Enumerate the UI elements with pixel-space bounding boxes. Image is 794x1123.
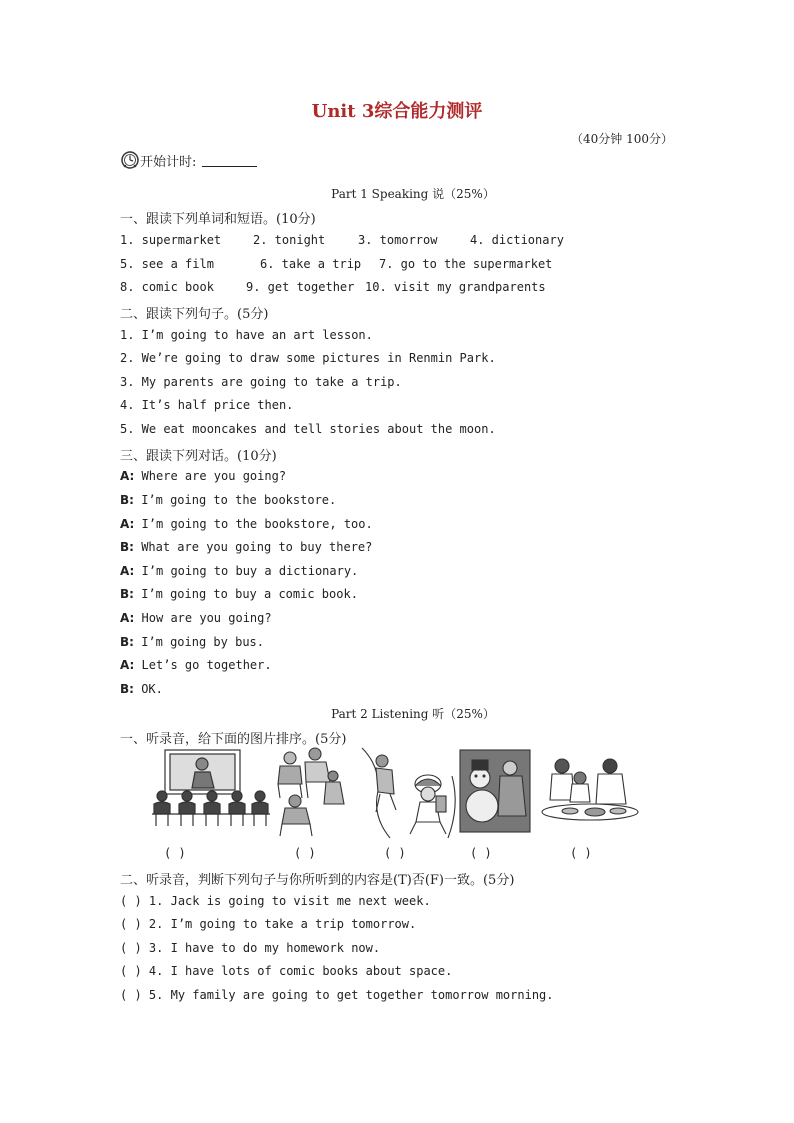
tf-sentence: 1. Jack is going to visit me next week.	[148, 894, 431, 908]
dialogue-line	[120, 564, 358, 578]
speaker: A:	[120, 611, 135, 625]
dialogue-line	[120, 682, 163, 696]
speaker: A:	[120, 517, 135, 531]
word-item: 9. get together	[246, 280, 355, 294]
speaker: B:	[120, 540, 134, 554]
speaker: A:	[120, 658, 135, 672]
dialogue-line	[120, 635, 264, 649]
order-answer-blank[interactable]: ( )	[570, 846, 592, 860]
tf-sentence: 2. I’m going to take a trip tomorrow.	[148, 917, 417, 931]
word-item: 8. comic book	[120, 280, 214, 294]
speaker: B:	[120, 587, 134, 601]
dialogue-line	[120, 587, 358, 601]
word-item: 10. visit my grandparents	[365, 280, 546, 294]
part1-sec3-heading: 三、跟读下列对话。(10分)	[120, 449, 277, 464]
tf-item	[120, 894, 431, 908]
word-item: 1. supermarket	[120, 233, 222, 247]
tf-item	[120, 988, 554, 1002]
word-item: 6. take a trip	[260, 257, 362, 271]
dialogue-text: I’m going by bus.	[141, 635, 265, 649]
dialogue-text: Where are you going?	[141, 469, 287, 483]
word-item: 2. tonight	[253, 233, 326, 247]
order-answer-blank[interactable]: ( )	[384, 846, 406, 860]
tf-answer-blank[interactable]: ( )	[120, 941, 142, 955]
dialogue-text: OK.	[141, 682, 163, 696]
tf-answer-blank[interactable]: ( )	[120, 917, 142, 931]
tf-sentence: 3. I have to do my homework now.	[148, 941, 381, 955]
dialogue-text: I’m going to buy a comic book.	[141, 587, 358, 601]
order-answer-blank[interactable]: ( )	[470, 846, 492, 860]
cinema-picture	[152, 750, 270, 826]
tf-item	[120, 917, 416, 931]
time-info: （40分钟 100分）	[571, 132, 673, 146]
dialogue-text: Let’s go together.	[141, 658, 272, 672]
speaker: A:	[120, 469, 135, 483]
dialogue-text: I’m going to the bookstore.	[141, 493, 337, 507]
part2-sec2-heading: 二、听录音，判断下列句子与你所听到的内容是(T)否(F)一致。(5分)	[120, 873, 515, 888]
part2-heading: Part 2 Listening 听（25%）	[331, 707, 495, 721]
dialogue-line	[120, 493, 336, 507]
speaker: B:	[120, 682, 134, 696]
snowman-picture	[460, 750, 530, 832]
dialogue-text: How are you going?	[141, 611, 272, 625]
tf-item	[120, 964, 452, 978]
dialogue-line	[120, 611, 272, 625]
hiking-picture	[362, 748, 455, 838]
dialogue-line	[120, 469, 286, 483]
dialogue-text: What are you going to buy there?	[141, 540, 373, 554]
sentence: 3. My parents are going to take a trip.	[120, 375, 402, 389]
part1-sec2-heading: 二、跟读下列句子。(5分)	[120, 307, 269, 322]
clock-icon	[120, 150, 140, 170]
dialogue-line	[120, 540, 372, 554]
dialogue-text: I’m going to buy a dictionary.	[141, 564, 359, 578]
tf-sentence: 4. I have lots of comic books about space.	[148, 964, 453, 978]
dialogue-line	[120, 658, 272, 672]
word-item: 3. tomorrow	[358, 233, 438, 247]
order-answer-blank[interactable]: ( )	[294, 846, 316, 860]
dialogue-line	[120, 517, 373, 531]
tf-sentence: 5. My family are going to get together tomorrow morning.	[148, 988, 554, 1002]
sentence: 4. It’s half price then.	[120, 398, 294, 412]
word-item: 4. dictionary	[470, 233, 564, 247]
part1-heading: Part 1 Speaking 说（25%）	[331, 187, 495, 201]
page-title: Unit 3综合能力测评	[311, 101, 483, 122]
speaker: B:	[120, 635, 134, 649]
word-item: 5. see a film	[120, 257, 214, 271]
family-dinner-picture	[542, 759, 638, 820]
speaker: A:	[120, 564, 135, 578]
word-item: 7. go to the supermarket	[379, 257, 553, 271]
start-time-blank[interactable]	[202, 154, 257, 167]
family-chairs-picture	[278, 748, 344, 836]
start-timer	[120, 150, 257, 170]
picture-row	[140, 746, 660, 841]
sentence: 1. I’m going to have an art lesson.	[120, 328, 373, 342]
speaker: B:	[120, 493, 134, 507]
tf-answer-blank[interactable]: ( )	[120, 988, 142, 1002]
dialogue-text: I’m going to the bookstore, too.	[141, 517, 373, 531]
order-answer-blank[interactable]: ( )	[164, 846, 186, 860]
sentence: 2. We’re going to draw some pictures in Renmin Park.	[120, 351, 496, 365]
tf-answer-blank[interactable]: ( )	[120, 964, 142, 978]
tf-answer-blank[interactable]: ( )	[120, 894, 142, 908]
part2-sec1-heading: 一、听录音，给下面的图片排序。(5分)	[120, 732, 347, 747]
part1-sec1-heading: 一、跟读下列单词和短语。(10分)	[120, 212, 316, 227]
sentence: 5. We eat mooncakes and tell stories about the moon.	[120, 422, 496, 436]
start-label: 开始计时:	[140, 154, 197, 170]
tf-item	[120, 941, 380, 955]
